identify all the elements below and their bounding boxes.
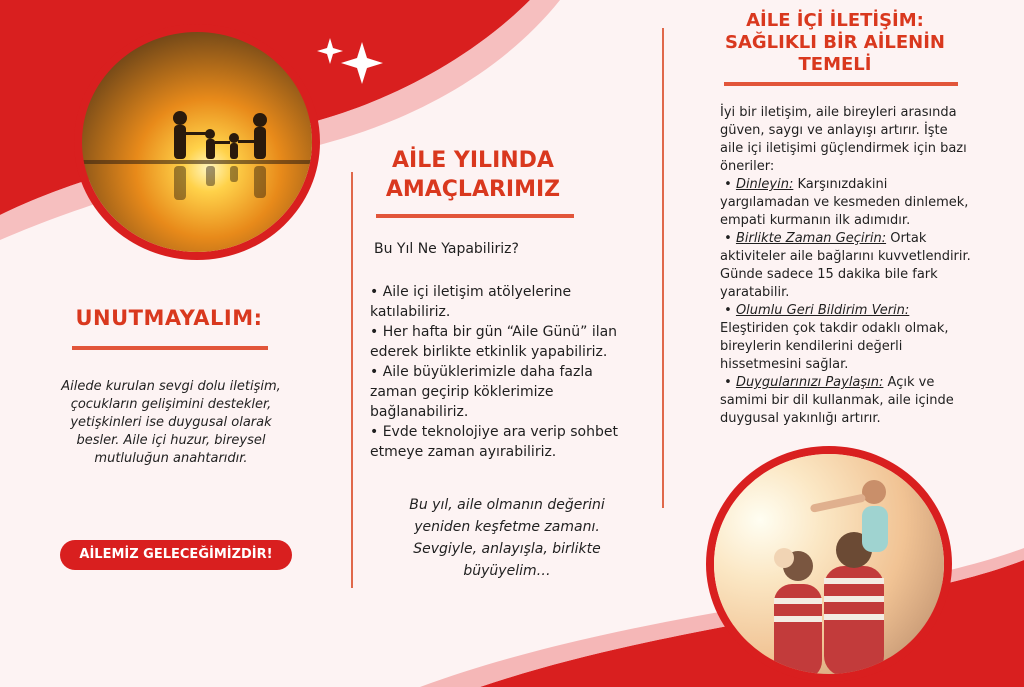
left-paragraph-line: çocukların gelişimini destekler, bbox=[70, 397, 272, 412]
middle-heading-line: AMAÇLARIMIZ bbox=[385, 177, 561, 202]
left-paragraph-line: Ailede kurulan sevgi dolu iletişim, bbox=[61, 379, 281, 394]
tip-title: Birlikte Zaman Geçirin: bbox=[735, 231, 887, 246]
goal-line: ederek birlikte etkinlik yapabiliriz. bbox=[370, 344, 608, 360]
tip-text: Günde sadece 15 dakika bile fark bbox=[720, 267, 938, 282]
cta-badge: AİLEMİZ GELECEĞİMİZDİR! bbox=[60, 540, 292, 570]
goal-line: • Aile büyüklerimizle daha fazla bbox=[370, 364, 593, 380]
intro-line: aile içi iletişimi güçlendirmek için bazı bbox=[720, 141, 967, 156]
tip-title: Duygularınızı Paylaşın: bbox=[735, 375, 884, 390]
left-heading: UNUTMAYALIM: bbox=[75, 306, 263, 330]
tip-title: Olumlu Geri Bildirim Verin: bbox=[735, 303, 910, 318]
closing-line: Sevgiyle, anlayışla, birlikte bbox=[413, 541, 601, 557]
tip-text: bireylerin kendilerini değerli bbox=[720, 339, 903, 354]
right-heading bbox=[700, 10, 970, 76]
middle-goals-list bbox=[370, 282, 660, 462]
closing-line: Bu yıl, aile olmanın değerini bbox=[409, 497, 605, 513]
tip-item: • Olumlu Geri Bildirim Verin: bbox=[720, 303, 910, 318]
middle-heading-line: AİLE YILINDA bbox=[392, 148, 554, 173]
goal-line: • Evde teknolojiye ara verip sohbet bbox=[370, 424, 618, 440]
sparkle-icon bbox=[316, 36, 386, 86]
intro-line: öneriler: bbox=[720, 159, 775, 174]
right-content bbox=[720, 104, 1020, 428]
goal-line: zaman geçirip köklerimize bbox=[370, 384, 554, 400]
middle-closing bbox=[372, 494, 642, 582]
tip-text: Karşınızdakini bbox=[793, 177, 888, 192]
goal-line: etmeye zaman ayırabiliriz. bbox=[370, 444, 557, 460]
family-sky-photo bbox=[706, 446, 952, 682]
goal-line: • Aile içi iletişim atölyelerine bbox=[370, 284, 572, 300]
tip-text: yargılamadan ve kesmeden dinlemek, bbox=[720, 195, 969, 210]
middle-heading bbox=[368, 146, 578, 204]
right-heading-underline bbox=[724, 82, 958, 86]
left-paragraph-line: besler. Aile içi huzur, bireysel bbox=[76, 433, 266, 448]
left-paragraph bbox=[52, 378, 290, 468]
closing-line: yeniden keşfetme zamanı. bbox=[414, 519, 600, 535]
tip-text: samimi bir dil kullanmak, aile içinde bbox=[720, 393, 954, 408]
tip-text: duygusal yakınlığı artırır. bbox=[720, 411, 881, 426]
right-heading-line: SAĞLIKLI BİR AİLENİN bbox=[725, 32, 945, 53]
goal-line: • Her hafta bir gün “Aile Günü” ilan bbox=[370, 324, 618, 340]
goal-line: katılabiliriz. bbox=[370, 304, 451, 320]
tip-text: yaratabilir. bbox=[720, 285, 790, 300]
left-heading-underline bbox=[72, 346, 268, 350]
middle-heading-underline bbox=[376, 214, 574, 218]
right-heading-line: TEMELİ bbox=[798, 54, 872, 75]
right-heading-line: AİLE İÇİ İLETİŞİM: bbox=[746, 10, 924, 31]
column-divider-right bbox=[662, 28, 664, 508]
tip-item: • Duygularınızı Paylaşın: Açık ve bbox=[720, 375, 935, 390]
left-paragraph-line: mutluluğun anahtarıdır. bbox=[94, 451, 248, 466]
family-sunset-photo bbox=[74, 24, 320, 260]
tip-title: Dinleyin: bbox=[735, 177, 794, 192]
tip-text: hissetmesini sağlar. bbox=[720, 357, 849, 372]
closing-line: büyüyelim… bbox=[463, 563, 551, 579]
goal-line: bağlanabiliriz. bbox=[370, 404, 469, 420]
intro-line: İyi bir iletişim, aile bireyleri arasında bbox=[720, 105, 957, 120]
tip-text: Açık ve bbox=[883, 375, 935, 390]
tip-item: • Dinleyin: Karşınızdakini bbox=[720, 177, 888, 192]
tip-text: Ortak bbox=[886, 231, 927, 246]
tip-text: Eleştiriden çok takdir odaklı olmak, bbox=[720, 321, 949, 336]
tip-text: aktiviteler aile bağlarını kuvvetlendirir. bbox=[720, 249, 971, 264]
left-paragraph-line: yetişkinleri ise duygusal olarak bbox=[70, 415, 272, 430]
middle-intro: Bu Yıl Ne Yapabiliriz? bbox=[374, 241, 519, 257]
tip-text: empati kurmanın ilk adımıdır. bbox=[720, 213, 911, 228]
tip-item: • Birlikte Zaman Geçirin: Ortak bbox=[720, 231, 927, 246]
column-divider-left bbox=[351, 172, 353, 588]
intro-line: güven, saygı ve anlayışı artırır. İşte bbox=[720, 123, 948, 138]
